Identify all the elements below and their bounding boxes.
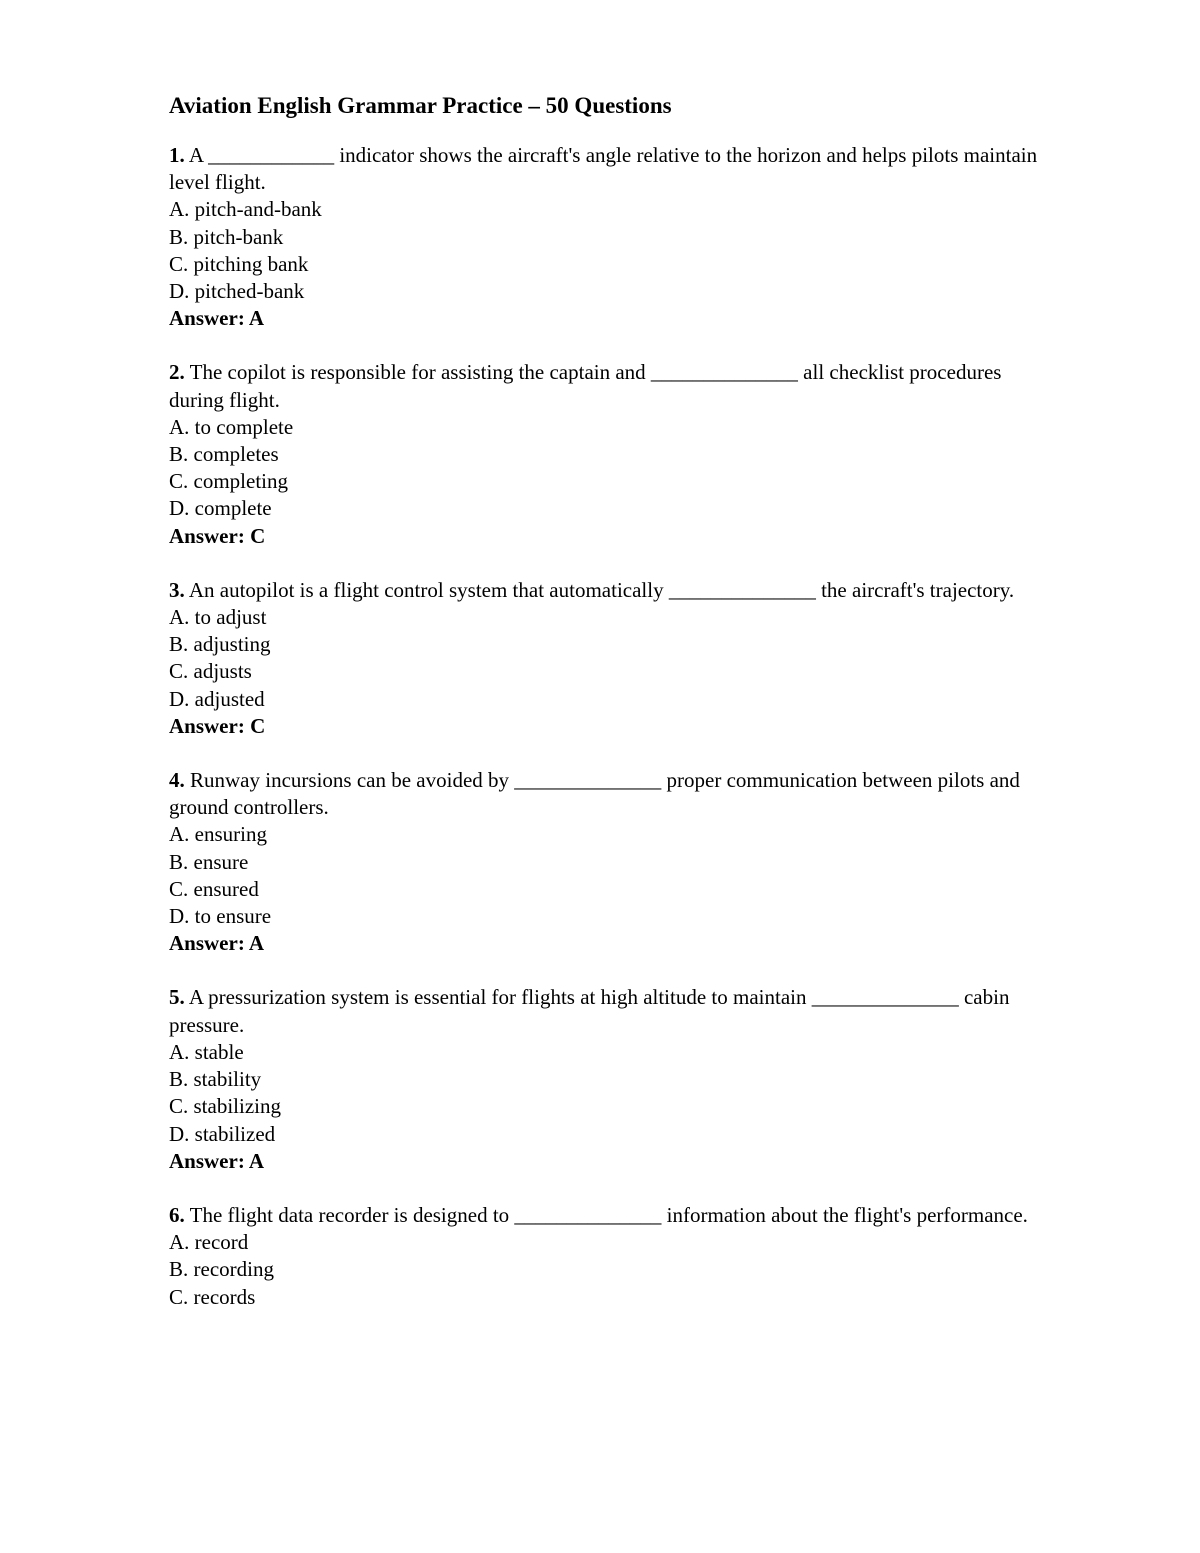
question-number: 5. (169, 985, 185, 1010)
answer-option: B. completes (169, 442, 279, 467)
answer-option: C. stabilizing (169, 1094, 281, 1119)
question-number: 2. (169, 360, 185, 385)
answer-option: C. ensured (169, 876, 259, 901)
question-text: Runway incursions can be avoided by ______________ proper communication between pilots and ground controllers. (169, 768, 1020, 820)
question-stem (169, 1202, 1039, 1229)
answer-key: Answer: C (169, 713, 266, 738)
question-text: A ____________ indicator shows the aircraft's angle relative to the horizon and helps pilots maintain level flight. (169, 143, 1038, 195)
question-block (169, 1202, 1039, 1311)
answer-option: C. adjusts (169, 659, 252, 684)
answer-option: A. stable (169, 1039, 244, 1064)
question-number: 1. (169, 143, 185, 167)
question-number: 4. (169, 768, 185, 793)
document-title: Aviation English Grammar Practice – 50 Questions (169, 93, 672, 118)
question-stem (169, 359, 1039, 413)
question-list (169, 142, 1039, 1311)
answer-key: Answer: A (169, 306, 265, 331)
answer-option: B. stability (169, 1067, 262, 1092)
answer-key: Answer: A (169, 931, 265, 956)
answer-option: A. to adjust (169, 605, 267, 630)
answer-option: B. ensure (169, 849, 249, 874)
answer-option: B. adjusting (169, 632, 271, 657)
question-block (169, 577, 1039, 740)
question-text: An autopilot is a flight control system that automatically ______________ the aircraft's trajectory. (184, 577, 1015, 602)
answer-option: D. adjusted (169, 686, 265, 711)
answer-option: A. ensuring (169, 822, 267, 847)
question-number: 3. (169, 577, 185, 602)
question-stem (169, 767, 1039, 821)
answer-option: D. pitched-bank (169, 279, 305, 304)
answer-option: B. pitch-bank (169, 224, 284, 249)
answer-option: C. pitching bank (169, 251, 309, 276)
answer-key: Answer: C (169, 523, 266, 548)
question-text: The copilot is responsible for assisting the captain and ______________ all checklist procedures during flight. (169, 360, 1002, 412)
answer-option: A. to complete (169, 414, 294, 439)
answer-option: D. stabilized (169, 1121, 276, 1146)
question-stem (169, 142, 1039, 196)
answer-option: D. to ensure (169, 904, 272, 929)
answer-option: C. records (169, 1284, 256, 1309)
question-number: 6. (169, 1202, 185, 1227)
question-block (169, 984, 1039, 1174)
answer-option: A. record (169, 1230, 249, 1255)
question-stem (169, 984, 1039, 1038)
question-text: A pressurization system is essential for flights at high altitude to maintain ______________ cabin pressure. (169, 985, 1010, 1037)
question-block (169, 359, 1039, 549)
question-text: The flight data recorder is designed to ______________ information about the flight's performance. (184, 1202, 1028, 1227)
question-block (169, 767, 1039, 957)
document-page (169, 88, 1039, 1338)
answer-option: B. recording (169, 1257, 274, 1282)
answer-key: Answer: A (169, 1148, 265, 1173)
answer-option: C. completing (169, 469, 288, 494)
answer-option: A. pitch-and-bank (169, 197, 322, 222)
question-stem (169, 577, 1039, 604)
question-block (169, 142, 1039, 332)
answer-option: D. complete (169, 496, 272, 521)
